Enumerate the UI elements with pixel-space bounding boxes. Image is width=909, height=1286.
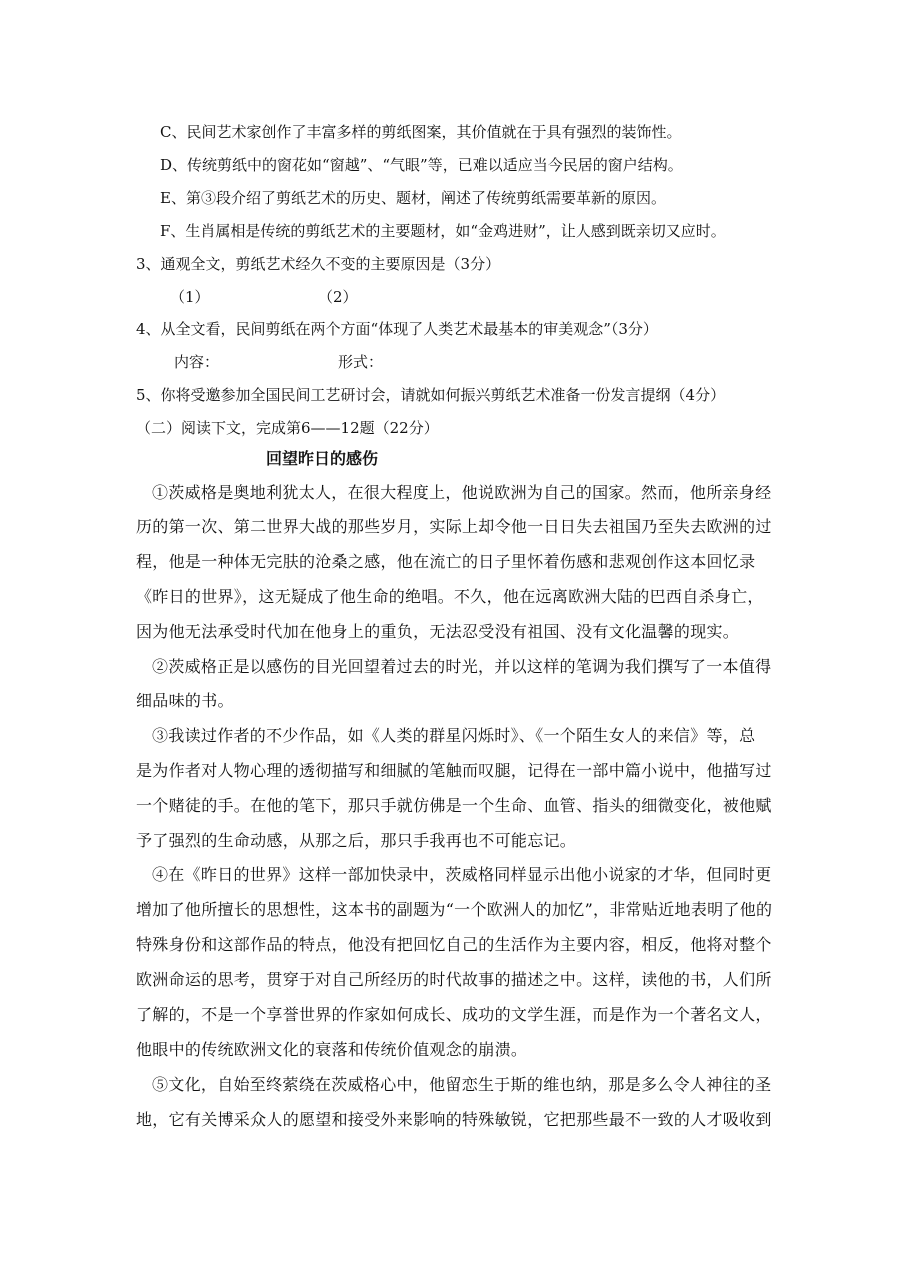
article-line: 地，它有关博采众人的愿望和接受外来影响的特殊敏锐，它把那些最不一致的人才吸收到 [136, 1110, 772, 1129]
article-line: 《昨日的世界》，这无疑成了他生命的绝唱。不久，他在远离欧洲大陆的巴西自杀身亡， [136, 587, 764, 606]
question-4-content-label: 内容： [174, 353, 220, 371]
article-line: 他眼中的传统欧洲文化的衰落和传统价值观念的崩溃。 [136, 1040, 528, 1059]
article-line: 历的第一次、第二世界大战的那些岁月，实际上却令他一日日失去祖国乃至失去欧洲的过 [136, 517, 772, 536]
article-title: 回望昨日的感伤 [266, 449, 379, 468]
article-line: ②茨威格正是以感伤的目光回望着过去的时光，并以这样的笔调为我们撰写了一本值得 [152, 657, 772, 676]
question-4-form-label: 形式： [338, 353, 384, 371]
article-line: 是为作者对人物心理的透彻描写和细腻的笔触而叹腿，记得在一部中篇小说中，他描写过 [136, 761, 772, 780]
article-line: 了解的，不是一个享誉世界的作家如何成长、成功的文学生涯，而是作为一个著名文人， [136, 1005, 772, 1024]
article-line: ④在《昨日的世界》这样一部加快录中，茨威格同样显示出他小说家的才华，但同时更 [152, 865, 772, 884]
option-e: E、第③段介绍了剪纸艺术的历史、题材，阐述了传统剪纸需要革新的原因。 [160, 189, 666, 207]
article-line: 一个赌徒的手。在他的笔下，那只手就仿佛是一个生命、血管、指头的细微变化，被他赋 [136, 796, 772, 815]
article-line: 欧洲命运的思考，贯穿于对自己所经历的时代故事的描述之中。这样，读他的书，人们所 [136, 970, 772, 989]
question-5: 5、你将受邀参加全国民间工艺研讨会，请就如何振兴剪纸艺术准备一份发言提纲（4分） [136, 386, 726, 404]
article-line: 程，他是一种体无完肤的沧桑之感，他在流亡的日子里怀着伤感和悲观创作这本回忆录 [136, 552, 756, 571]
question-3-blank-1: （1） [170, 288, 210, 306]
option-c: C、民间艺术家创作了丰富多样的剪纸图案，其价值就在于具有强烈的装饰性。 [160, 123, 682, 141]
question-3: 3、通观全文，剪纸艺术经久不变的主要原因是（3分） [136, 255, 501, 273]
article-line: 因为他无法承受时代加在他身上的重负，无法忍受没有祖国、没有文化温馨的现实。 [136, 622, 740, 641]
option-f: F、生肖属相是传统的剪纸艺术的主要题材，如“金鸡进财”，让人感到既亲切又应时。 [160, 222, 726, 240]
question-4: 4、从全文看，民间剪纸在两个方面“体现了人类艺术最基本的审美观念”（3分） [136, 320, 658, 338]
article-line: ①茨威格是奥地利犹太人，在很大程度上，他说欧洲为自己的国家。然而，他所亲身经 [152, 483, 772, 502]
article-line: 细品味的书。 [136, 691, 234, 710]
article-line: 予了强烈的生命动感，从那之后，那只手我再也不可能忘记。 [136, 831, 577, 850]
option-d: D、传统剪纸中的窗花如“窗越”、“气眼”等，已难以适应当今民居的窗户结构。 [160, 156, 683, 174]
article-line: ③我读过作者的不少作品，如《人类的群星闪烁时》、《一个陌生女人的来信》等，总 [152, 726, 756, 745]
article-line: 增加了他所擅长的思想性，这本书的副题为“一个欧洲人的加忆”，非常贴近地表明了他的 [136, 900, 773, 919]
question-3-blank-2: （2） [318, 288, 358, 306]
section-2-heading: （二）阅读下文，完成第6——12题（22分） [136, 419, 439, 437]
article-line: ⑤文化，自始至终萦绕在茨威格心中，他留恋生于斯的维也纳，那是多么令人神往的圣 [152, 1075, 772, 1094]
article-line: 特殊身份和这部作品的特点，他没有把回忆自己的生活作为主要内容，相反，他将对整个 [136, 935, 772, 954]
